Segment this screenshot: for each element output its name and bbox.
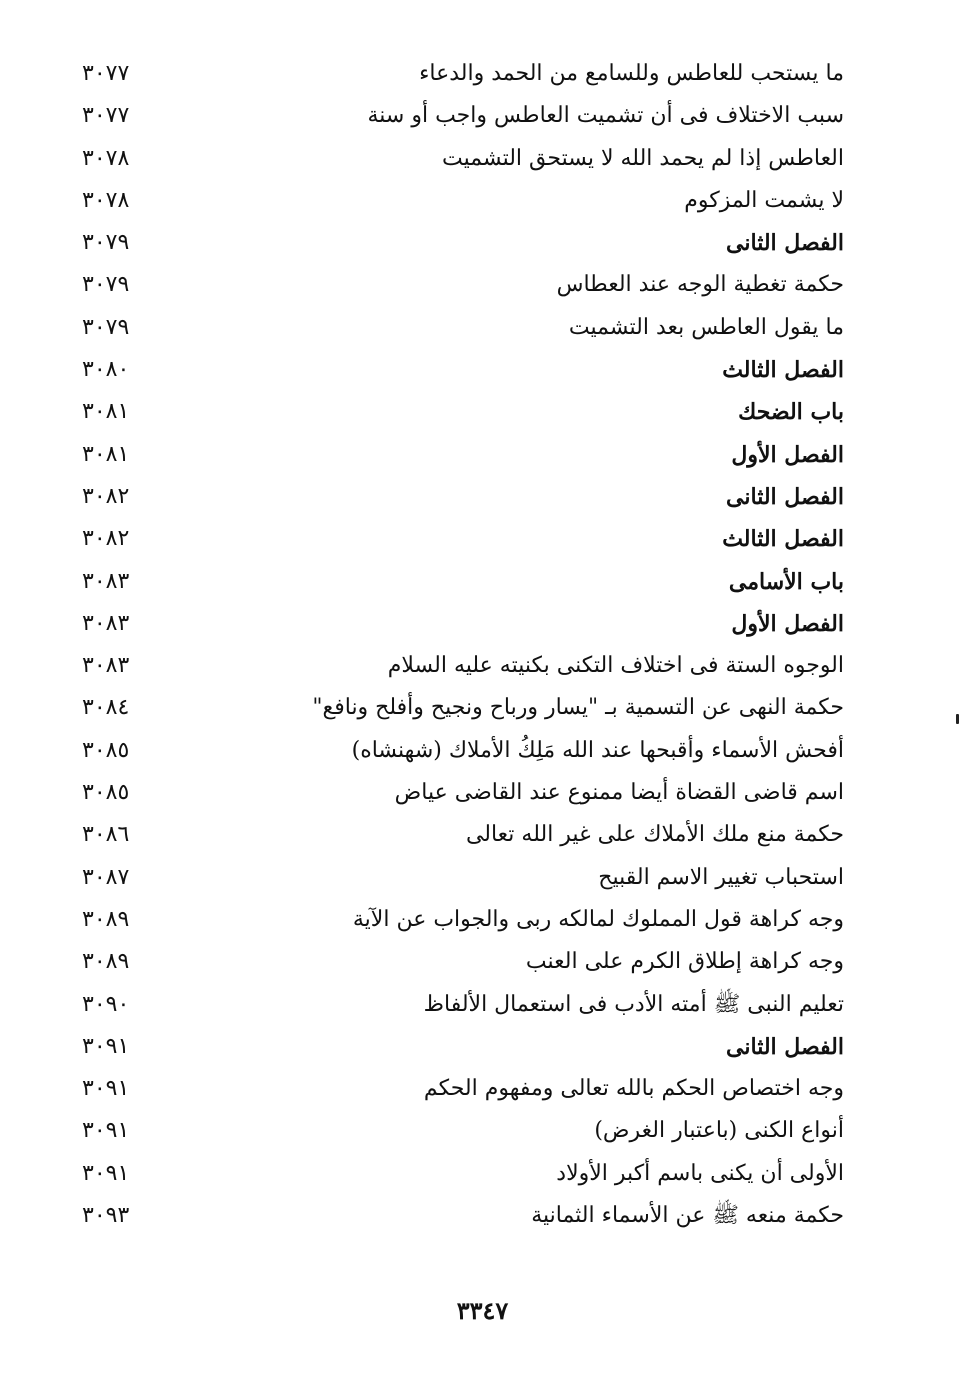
toc-entry <box>60 602 860 644</box>
entry-page-number: ٣٠٩٠ <box>82 991 130 1017</box>
entry-page-number: ٣٠٨٣ <box>82 610 130 636</box>
toc-entry <box>60 729 860 771</box>
toc-entry <box>60 475 860 517</box>
section-heading: الفصل الثالث <box>722 526 844 553</box>
entry-title: الوجوه الستة فى اختلاف التكنى بكنيته عليه السلام <box>387 653 844 679</box>
toc-entry <box>60 1194 860 1236</box>
entry-page-number: ٣٠٧٧ <box>82 103 130 129</box>
section-heading: باب الأسامى <box>728 568 844 595</box>
entry-page-number: ٣٠٨٢ <box>82 483 130 509</box>
entry-title: ما يستحب للعاطس وللسامع من الحمد والدعاء <box>419 61 844 86</box>
entry-title: سبب الاختلاف فى أن تشميت العاطس واجب أو سنة <box>367 103 844 129</box>
entry-page-number: ٣٠٨٤ <box>82 695 130 721</box>
section-heading: باب الضحك <box>738 399 844 426</box>
toc-entry <box>60 1025 860 1067</box>
toc-entry <box>60 137 860 179</box>
toc-entry <box>60 94 860 136</box>
entry-page-number: ٣٠٨٣ <box>82 568 130 594</box>
entry-page-number: ٣٠٨٩ <box>82 949 130 975</box>
section-heading: الفصل الأول <box>731 441 844 468</box>
toc-entry <box>60 856 860 898</box>
entry-page-number: ٣٠٧٩ <box>82 272 130 298</box>
toc-entry <box>60 263 860 305</box>
toc-entry <box>60 898 860 940</box>
entry-page-number: ٣٠٧٨ <box>82 187 130 213</box>
toc-entry <box>60 306 860 348</box>
toc-entry <box>60 517 860 559</box>
entry-title: أنواع الكنى (باعتبار الغرض) <box>594 1118 844 1144</box>
entry-page-number: ٣٠٩٣ <box>82 1203 130 1229</box>
entry-page-number: ٣٠٧٨ <box>82 145 130 171</box>
entry-title: الأولى أن يكنى باسم أكبر الأولاد <box>556 1160 844 1186</box>
table-of-contents <box>60 52 860 1236</box>
toc-entry <box>60 686 860 728</box>
entry-title: حكمة منعه ﷺ عن الأسماء الثمانية <box>531 1203 844 1229</box>
entry-title: حكمة تغطية الوجه عند العطاس <box>556 272 844 298</box>
entry-title: تعليم النبى ﷺ أمته الأدب فى استعمال الألفاظ <box>423 991 844 1017</box>
entry-title: وجه اختصاص الحكم بالله تعالى ومفهوم الحكم <box>423 1076 844 1102</box>
entry-title: وجه كراهة إطلاق الكرم على العنب <box>525 949 844 975</box>
section-heading: الفصل الأول <box>731 610 844 637</box>
section-heading: الفصل الثانى <box>726 483 844 510</box>
entry-page-number: ٣٠٩١ <box>82 1033 130 1059</box>
section-heading: الفصل الثالث <box>722 357 844 384</box>
entry-page-number: ٣٠٨٥ <box>82 737 130 763</box>
toc-entry <box>60 644 860 686</box>
margin-mark <box>956 714 959 724</box>
entry-title: حكمة النهى عن التسمية بـ "يسار ورباح ونجيح وأفلح ونافع" <box>312 695 844 721</box>
toc-entry <box>60 1067 860 1109</box>
entry-title: أفحش الأسماء وأقبحها عند الله مَلِكُ الأملاك (شهنشاه) <box>351 737 844 763</box>
entry-page-number: ٣٠٨٢ <box>82 526 130 552</box>
entry-page-number: ٣٠٩١ <box>82 1076 130 1102</box>
toc-entry <box>60 983 860 1025</box>
toc-entry <box>60 560 860 602</box>
toc-entry <box>60 771 860 813</box>
section-heading: الفصل الثانى <box>726 1033 844 1060</box>
entry-page-number: ٣٠٩١ <box>82 1118 130 1144</box>
entry-title: وجه كراهة قول المملوك لمالكه ربى والجواب عن الآية <box>352 906 844 932</box>
entry-page-number: ٣٠٧٩ <box>82 314 130 340</box>
entry-title: اسم قاضى القضاة أيضا ممنوع عند القاضى عياض <box>394 780 844 806</box>
toc-entry <box>60 813 860 855</box>
entry-title: ما يقول العاطس بعد التشميت <box>568 314 844 340</box>
toc-entry <box>60 1109 860 1151</box>
toc-entry <box>60 179 860 221</box>
toc-entry <box>60 52 860 94</box>
page-number: ٣٣٤٧ <box>456 1296 509 1325</box>
entry-page-number: ٣٠٨١ <box>82 399 130 425</box>
toc-entry <box>60 390 860 432</box>
entry-title: لا يشمت المزكوم <box>684 187 844 213</box>
toc-entry <box>60 940 860 982</box>
entry-page-number: ٣٠٨٩ <box>82 906 130 932</box>
toc-entry <box>60 1152 860 1194</box>
entry-page-number: ٣٠٨٦ <box>82 822 130 848</box>
entry-title: حكمة منع ملك الأملاك على غير الله تعالى <box>465 822 844 848</box>
entry-page-number: ٣٠٧٧ <box>82 61 130 86</box>
toc-entry <box>60 221 860 263</box>
entry-title: استحباب تغيير الاسم القبيح <box>598 864 844 890</box>
entry-title: العاطس إذا لم يحمد الله لا يستحق التشميت <box>441 145 844 171</box>
entry-page-number: ٣٠٨٥ <box>82 780 130 806</box>
entry-page-number: ٣٠٨٧ <box>82 864 130 890</box>
entry-page-number: ٣٠٨٠ <box>82 357 130 383</box>
section-heading: الفصل الثانى <box>726 230 844 257</box>
entry-page-number: ٣٠٩١ <box>82 1160 130 1186</box>
entry-page-number: ٣٠٧٩ <box>82 230 130 256</box>
toc-entry <box>60 348 860 390</box>
toc-entry <box>60 433 860 475</box>
entry-page-number: ٣٠٨١ <box>82 441 130 467</box>
entry-page-number: ٣٠٨٣ <box>82 653 130 679</box>
